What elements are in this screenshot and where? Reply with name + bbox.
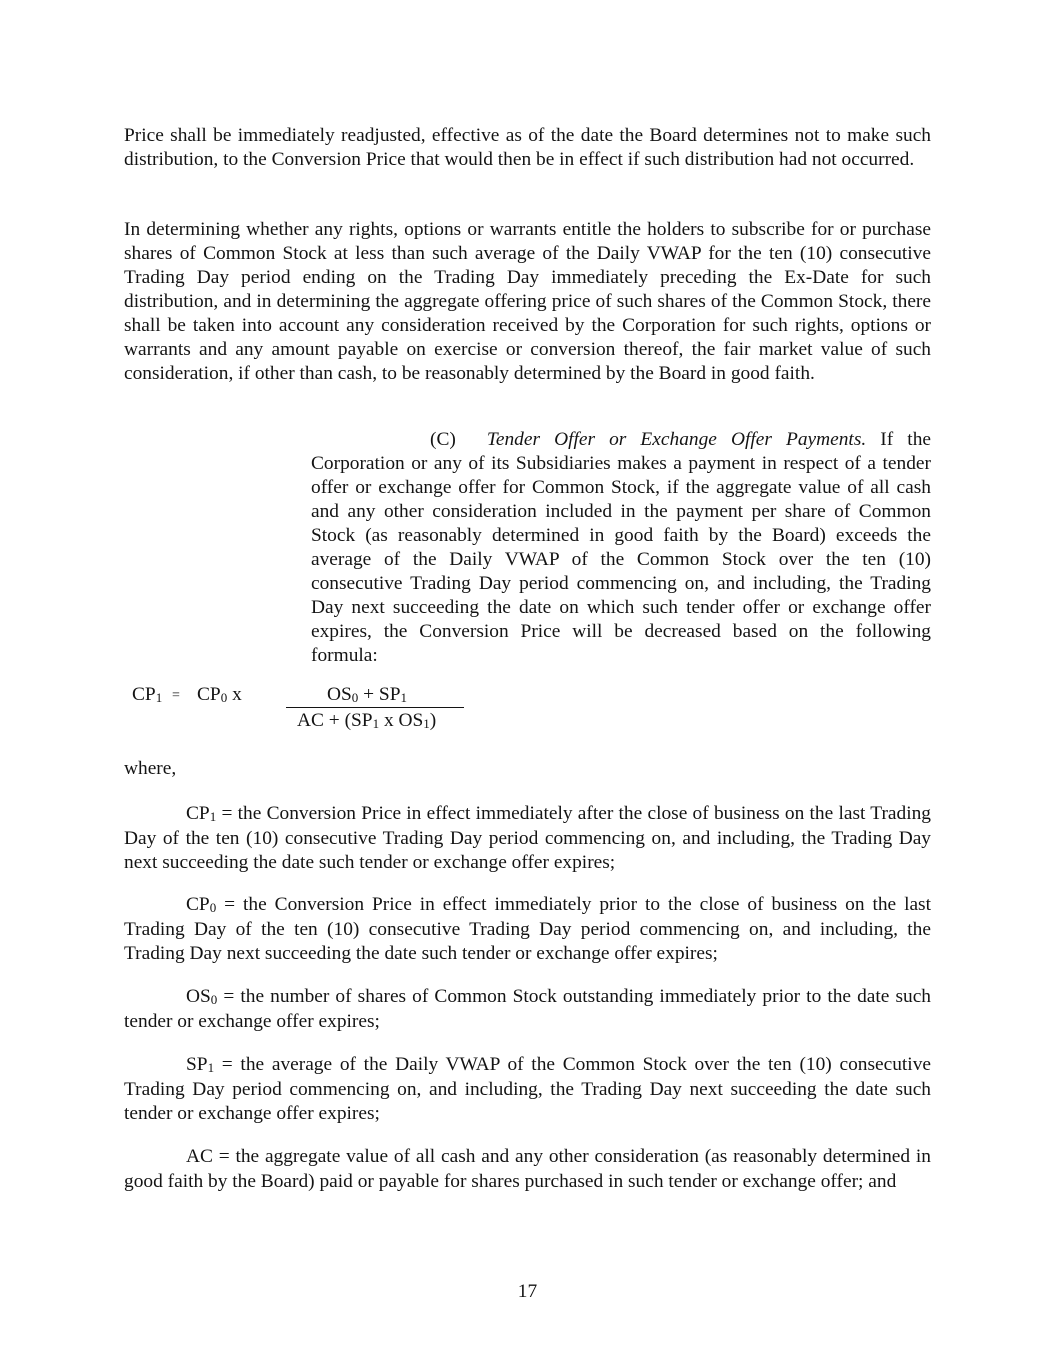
fraction-bar <box>286 707 464 708</box>
conversion-price-formula <box>0 683 1055 743</box>
formula-lhs: CP1 <box>132 684 163 705</box>
where-label: where, <box>124 758 177 779</box>
definition-sp1: SP1 = the average of the Daily VWAP of the Common Stock over the ten (10) consecutive Trading Day period commencing on, and including, the Trading Day next succeeding the date such tender or exchange offer expires; <box>124 1054 931 1124</box>
section-title: Tender Offer or Exchange Offer Payments. <box>486 429 867 450</box>
formula-rhs: CP0 x <box>197 684 242 705</box>
formula-equals: = <box>172 688 180 703</box>
page-number: 17 <box>517 1281 538 1302</box>
definition-cp0: CP0 = the Conversion Price in effect immediately prior to the close of business on the last Trading Day of the ten (10) consecutive Trading Day period commencing on, and including, the Trading Day next succeeding the date such tender or exchange offer expires; <box>124 894 931 964</box>
definition-cp1: CP1 = the Conversion Price in effect immediately after the close of business on the last Trading Day of the ten (10) consecutive Trading Day period commencing on, and including, the Trading Day next succeeding the date such tender or exchange offer expires; <box>124 803 931 873</box>
section-body: If the Corporation or any of its Subsidiaries makes a payment in respect of a tender offer or exchange offer for Common Stock, if the aggregate value of all cash and any other consideration included in the payment per share of Common Stock (as reasonably determined in good faith by the Board) exceeds the average of the Daily VWAP of the Common Stock over the ten (10) consecutive Trading Day period commencing on, and including, the Trading Day next succeeding the date on which such tender offer or exchange offer expires, the Conversion Price will be decreased based on the following formula: <box>311 429 931 666</box>
section-number: (C) <box>430 429 456 450</box>
definition-os0: OS0 = the number of shares of Common Stock outstanding immediately prior to the date such tender or exchange offer expires; <box>124 986 931 1032</box>
paragraph-rights-options-warrants: In determining whether any rights, options or warrants entitle the holders to subscribe for or purchase shares of Common Stock at less than such average of the Daily VWAP for the ten (10) consecutive Trading Day period ending on the Trading Day immediately preceding the Ex-Date for such distribution, and in determining the aggregate offering price of such shares of the Common Stock, there shall be taken into account any consideration received by the Corporation for such rights, options or warrants and any amount payable on exercise or conversion thereof, the fair market value of such consideration, if other than cash, to be reasonably determined by the Board in good faith. <box>124 219 931 384</box>
section-c-tender-offer <box>311 428 931 668</box>
formula-numerator: OS0 + SP1 <box>327 684 407 705</box>
formula-denominator: AC + (SP1 x OS1) <box>297 710 437 731</box>
paragraph-readjustment: Price shall be immediately readjusted, effective as of the date the Board determines not to make such distribution, to the Conversion Price that would then be in effect if such distribution had not occurred. <box>124 125 931 170</box>
definition-ac: AC = the aggregate value of all cash and any other consideration (as reasonably determined in good faith by the Board) paid or payable for shares purchased in such tender or exchange offer; and <box>124 1146 931 1192</box>
